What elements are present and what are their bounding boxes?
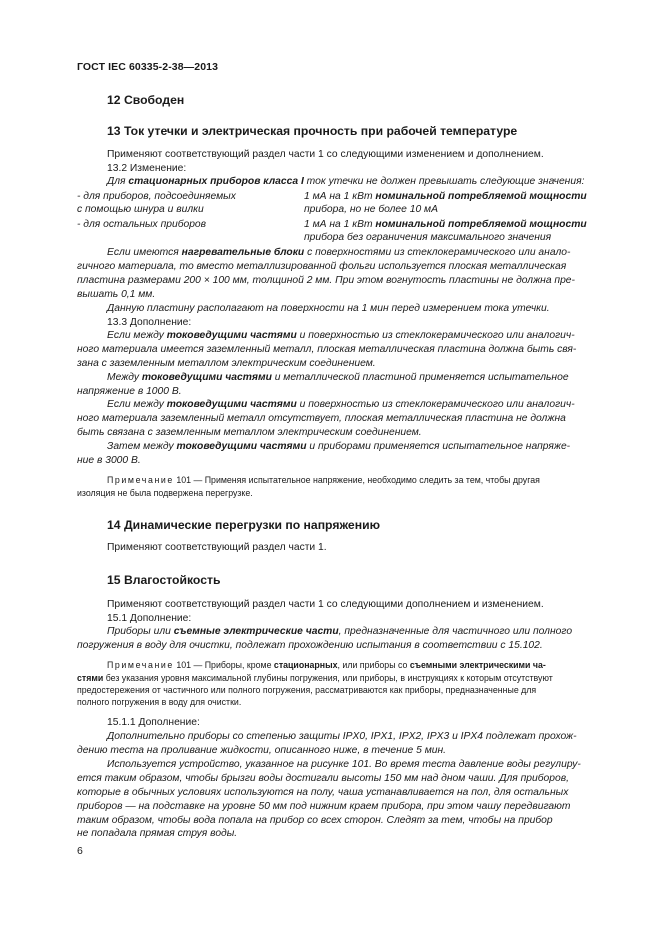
paragraph: Между токоведущими частями и металлической пластиной применяется испытательное [107,372,569,383]
clause-15-1: 15.1 Дополнение: [107,613,192,624]
table-cell-right: 1 мА на 1 кВт номинальной потребляемой мощности [304,191,587,202]
note: полного погружения в воду для очистки. [77,697,242,707]
page-number: 6 [77,845,83,857]
paragraph: Для стационарных приборов класса I ток утечки не должен превышать следующие значения: [107,176,585,187]
paragraph: ется таким образом, чтобы брызги воды достигали высоты 150 мм над дном чаши. Для приборов, [77,773,569,784]
paragraph: Применяют соответствующий раздел части 1 со следующими изменением и дополнением. [107,149,544,160]
paragraph: Если между токоведущими частями и поверхностью из стеклокерамического или аналогич- [107,330,575,341]
table-cell-left: - для остальных приборов [77,219,207,230]
paragraph: Данную пластину располагают на поверхности на 1 мин перед измерением тока утечки. [107,303,550,314]
paragraph: ного материала заземленный металл отсутствует, плоская металлическая пластина не должна [77,413,566,424]
paragraph: ного материала имеется заземленный металл, плоская металлическая пластина должна быть свя- [77,344,577,355]
table-cell-left: - для приборов, подсоединяемых [77,191,236,202]
section-12-heading: 12 Свободен [107,93,185,107]
paragraph: Затем между токоведущими частями и приборами применяется испытательное напряже- [107,441,571,452]
section-15-heading: 15 Влагостойкость [107,573,221,587]
paragraph: Дополнительно приборы со степенью защиты IPX0, IPX1, IPX2, IPX3 и IPX4 подлежат прохож- [107,731,577,742]
paragraph: Применяют соответствующий раздел части 1 со следующими дополнением и изменением. [107,599,544,610]
clause-13-3: 13.3 Дополнение: [107,317,192,328]
paragraph: Если имеются нагревательные блоки с поверхностями из стеклокерамического или анало- [107,247,571,258]
paragraph: зана с заземленным металлом электрическим соединением. [77,358,376,369]
paragraph: Приборы или съемные электрические части, предназначенные для частичного или полного [107,626,573,637]
paragraph: пластина размерами 200 × 100 мм, толщиной 2 мм. При этом вогнутость пластины не должна пре- [77,275,575,286]
document-header: ГОСТ IEC 60335-2-38—2013 [77,61,219,73]
paragraph: гичного материала, то вместо металлизированной фольги используется плоская металлическая [77,261,567,272]
paragraph: Если между токоведущими частями и поверхностью из стеклокерамического или аналогич- [107,399,575,410]
paragraph: приборов — на подставке на уровне 50 мм под нижним краем прибора, при этом чашу передвигают [77,801,571,812]
note: Примечание 101 — Применяя испытательное напряжение, необходимо следить за тем, чтобы другая [107,475,540,485]
paragraph: вышать 0,1 мм. [77,289,156,300]
section-13-heading: 13 Ток утечки и электрическая прочность при рабочей температуре [107,124,518,138]
paragraph: быть связана с заземленным металлом электрическим соединением. [77,427,422,438]
paragraph: Используется устройство, указанное на рисунке 101. Во время теста давление воды регулиру- [107,759,581,770]
paragraph: не попадала прямая струя воды. [77,828,238,839]
table-cell-right: прибора, но не более 10 мА [304,204,438,215]
paragraph: погружения в воду для очистки, подлежат прохождению испытания в соответствии с 15.102. [77,640,543,651]
paragraph: дению теста на проливание жидкости, описанного ниже, в течение 5 мин. [77,745,447,756]
note: Примечание 101 — Приборы, кроме стационарных, или приборы со съемными электрическими ча- [107,660,546,670]
paragraph: Применяют соответствующий раздел части 1. [107,542,327,553]
clause-13-2: 13.2 Изменение: [107,163,187,174]
table-cell-right: прибора без ограничения максимального значения [304,232,552,243]
paragraph: таким образом, чтобы вода попала на прибор со всех сторон. Следят за тем, чтобы на прибор [77,815,553,826]
table-cell-right: 1 мА на 1 кВт номинальной потребляемой мощности [304,219,587,230]
note: изоляция не была подвержена перегрузке. [77,488,253,498]
table-cell-left: с помощью шнура и вилки [77,204,204,215]
note: стями без указания уровня максимальной глубины погружения, или приборы, в инструкциях к которым отсутствуют [77,673,553,683]
paragraph: напряжение в 1000 В. [77,386,182,397]
note: предостережения от частичного или полного погружения, рассматриваются как приборы, предназначенные для [77,685,537,695]
paragraph: которые в обычных условиях используются на полу, чаша устанавливается на пол, для остальных [77,787,569,798]
clause-15-1-1: 15.1.1 Дополнение: [107,717,200,728]
paragraph: ние в 3000 В. [77,455,141,466]
section-14-heading: 14 Динамические перегрузки по напряжению [107,518,380,532]
